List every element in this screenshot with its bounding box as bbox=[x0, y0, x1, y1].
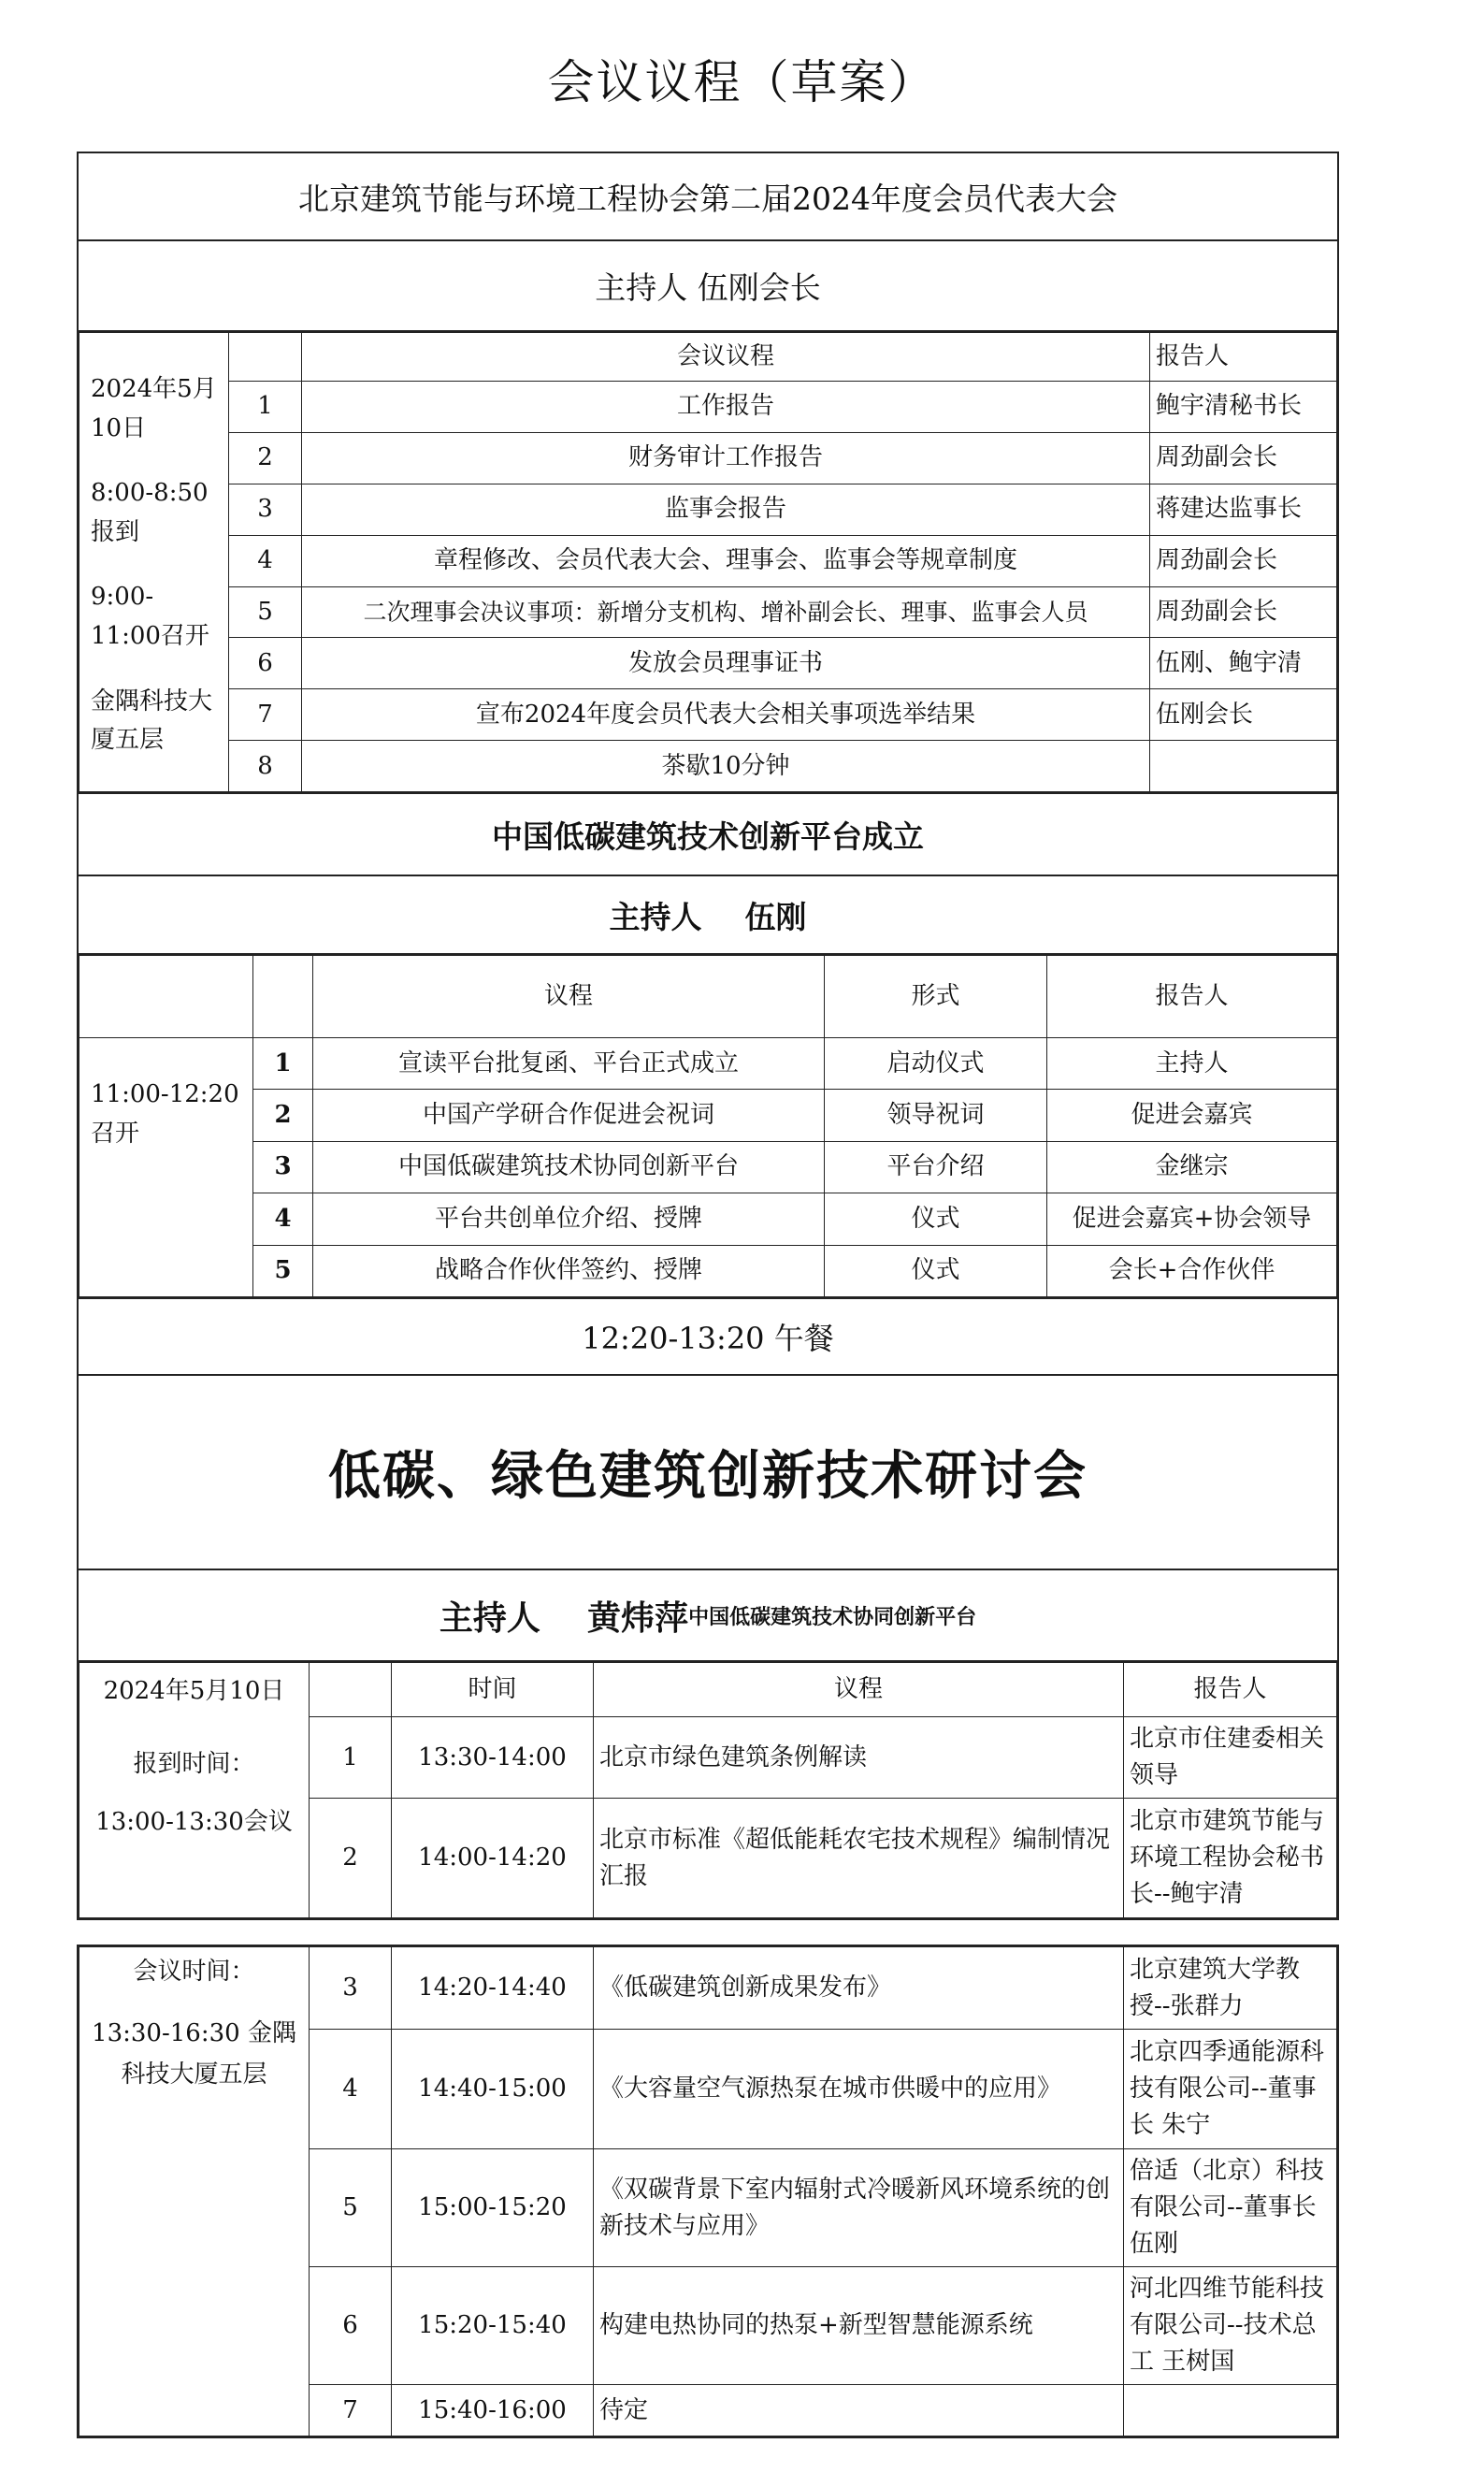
header-blank bbox=[79, 956, 253, 1038]
row-reporter: 北京四季通能源科技有限公司--董事长 朱宁 bbox=[1124, 2030, 1337, 2149]
row-no: 2 bbox=[310, 1799, 392, 1918]
row-no: 5 bbox=[229, 586, 302, 638]
section3-side-a bbox=[79, 1663, 310, 1918]
table-row bbox=[79, 432, 1337, 484]
section2-heading-text: 中国低碳建筑技术创新平台成立 bbox=[492, 817, 924, 855]
row-item: 茶歇10分钟 bbox=[302, 741, 1150, 792]
section3-side-b bbox=[79, 1947, 310, 2436]
row-no: 3 bbox=[253, 1141, 313, 1193]
header-no bbox=[229, 333, 302, 382]
row-item: 北京市标准《超低能耗农宅技术规程》编制情况汇报 bbox=[594, 1799, 1124, 1918]
table-row bbox=[79, 1038, 1337, 1090]
row-no: 8 bbox=[229, 741, 302, 792]
row-time: 15:20-15:40 bbox=[392, 2267, 594, 2385]
row-no: 7 bbox=[310, 2385, 392, 2436]
section1-host-text: 主持人 伍刚会长 bbox=[595, 269, 821, 306]
table-row bbox=[79, 741, 1337, 792]
row-item: 监事会报告 bbox=[302, 484, 1150, 535]
side-venue: 金隅科技大厦五层 bbox=[91, 687, 213, 755]
header-reporter: 报告人 bbox=[1150, 333, 1337, 382]
row-no: 5 bbox=[253, 1245, 313, 1296]
table-row bbox=[79, 689, 1337, 741]
row-no: 4 bbox=[229, 535, 302, 586]
section3-host bbox=[77, 1569, 1339, 1662]
section3-host-org: 中国低碳建筑技术协同创新平台 bbox=[688, 1604, 977, 1629]
section3-heading-text: 低碳、绿色建筑创新技术研讨会 bbox=[328, 1445, 1088, 1507]
row-no: 6 bbox=[229, 638, 302, 689]
row-no: 3 bbox=[229, 484, 302, 535]
row-reporter: 主持人 bbox=[1047, 1038, 1337, 1090]
row-item: 宣读平台批复函、平台正式成立 bbox=[313, 1038, 825, 1090]
row-reporter: 促进会嘉宾+协会领导 bbox=[1047, 1193, 1337, 1245]
header-time: 时间 bbox=[392, 1663, 594, 1717]
row-form: 领导祝词 bbox=[825, 1090, 1047, 1141]
row-item: 《双碳背景下室内辐射式冷暖新风环境系统的创新技术与应用》 bbox=[594, 2149, 1124, 2267]
row-item: 北京市绿色建筑条例解读 bbox=[594, 1717, 1124, 1799]
side-checkin: 8:00-8:50报到 bbox=[91, 479, 209, 546]
header-reporter: 报告人 bbox=[1124, 1663, 1337, 1717]
section3-table-b bbox=[77, 1945, 1339, 2438]
row-reporter: 河北四维节能科技有限公司--技术总工 王树国 bbox=[1124, 2267, 1337, 2385]
row-reporter: 伍刚、鲍宇清 bbox=[1150, 638, 1337, 689]
table-row bbox=[79, 586, 1337, 638]
row-reporter: 促进会嘉宾 bbox=[1047, 1090, 1337, 1141]
lunch-text: 12:20-13:20 午餐 bbox=[582, 1321, 834, 1356]
row-time: 15:00-15:20 bbox=[392, 2149, 594, 2267]
section3-heading bbox=[77, 1374, 1339, 1570]
side-date: 2024年5月10日 bbox=[91, 375, 217, 442]
row-item: 平台共创单位介绍、授牌 bbox=[313, 1193, 825, 1245]
row-item: 待定 bbox=[594, 2385, 1124, 2436]
section2-table bbox=[77, 953, 1339, 1299]
section1-heading bbox=[77, 152, 1339, 241]
section2-host-text: 主持人 伍刚 bbox=[609, 898, 807, 935]
section2-host bbox=[77, 875, 1339, 955]
row-no: 4 bbox=[253, 1193, 313, 1245]
row-reporter: 北京市住建委相关领导 bbox=[1124, 1717, 1337, 1799]
row-item: 二次理事会决议事项：新增分支机构、增补副会长、理事、监事会人员 bbox=[302, 586, 1150, 638]
row-item: 中国低碳建筑技术协同创新平台 bbox=[313, 1141, 825, 1193]
row-reporter: 北京市建筑节能与环境工程协会秘书长--鲍宇清 bbox=[1124, 1799, 1337, 1918]
header-agenda: 议程 bbox=[594, 1663, 1124, 1717]
table-row bbox=[79, 484, 1337, 535]
row-form: 启动仪式 bbox=[825, 1038, 1047, 1090]
row-reporter: 金继宗 bbox=[1047, 1141, 1337, 1193]
row-item: 《大容量空气源热泵在城市供暖中的应用》 bbox=[594, 2030, 1124, 2149]
row-reporter: 会长+合作伙伴 bbox=[1047, 1245, 1337, 1296]
row-item: 战略合作伙伴签约、授牌 bbox=[313, 1245, 825, 1296]
header-no bbox=[310, 1663, 392, 1717]
side-meeting-time: 13:30-16:30 金隅科技大厦五层 bbox=[92, 2018, 296, 2089]
row-no: 6 bbox=[310, 2267, 392, 2385]
section1-heading-text: 北京建筑节能与环境工程协会第二届2024年度会员代表大会 bbox=[298, 180, 1117, 217]
row-item: 章程修改、会员代表大会、理事会、监事会等规章制度 bbox=[302, 535, 1150, 586]
row-time: 13:30-14:00 bbox=[392, 1717, 594, 1799]
row-reporter: 鲍宇清秘书长 bbox=[1150, 382, 1337, 433]
row-time: 14:40-15:00 bbox=[392, 2030, 594, 2149]
header-form: 形式 bbox=[825, 956, 1047, 1038]
row-no: 2 bbox=[253, 1090, 313, 1141]
table-row bbox=[79, 1090, 1337, 1141]
table-row bbox=[79, 1947, 1337, 2030]
row-no: 5 bbox=[310, 2149, 392, 2267]
section3-table-a bbox=[77, 1660, 1339, 1920]
section1-table bbox=[77, 330, 1339, 794]
side-date: 2024年5月10日 bbox=[103, 1677, 285, 1705]
row-no: 7 bbox=[229, 689, 302, 741]
row-reporter: 周劲副会长 bbox=[1150, 535, 1337, 586]
row-form: 仪式 bbox=[825, 1193, 1047, 1245]
row-no: 1 bbox=[310, 1717, 392, 1799]
table-row bbox=[79, 1141, 1337, 1193]
page-title: 会议议程（草案） bbox=[547, 55, 937, 109]
side-checkin-label: 报到时间： bbox=[133, 1749, 255, 1778]
header-reporter: 报告人 bbox=[1047, 956, 1337, 1038]
row-no: 1 bbox=[229, 382, 302, 433]
row-time: 14:20-14:40 bbox=[392, 1947, 594, 2030]
side-meeting-label: 会议时间： bbox=[133, 1958, 255, 1986]
row-item: 中国产学研合作促进会祝词 bbox=[313, 1090, 825, 1141]
header-agenda: 会议议程 bbox=[302, 333, 1150, 382]
row-no: 3 bbox=[310, 1947, 392, 2030]
table-row bbox=[79, 1245, 1337, 1296]
row-item: 工作报告 bbox=[302, 382, 1150, 433]
section2-heading bbox=[77, 792, 1339, 876]
side-checkin-time: 13:00-13:30会议 bbox=[95, 1807, 293, 1836]
lunch-bar bbox=[77, 1297, 1339, 1376]
row-time: 15:40-16:00 bbox=[392, 2385, 594, 2436]
section1-host bbox=[77, 239, 1339, 332]
row-form: 平台介绍 bbox=[825, 1141, 1047, 1193]
section1-side-info bbox=[79, 333, 229, 792]
row-no: 1 bbox=[253, 1038, 313, 1090]
table-row bbox=[79, 1193, 1337, 1245]
row-form: 仪式 bbox=[825, 1245, 1047, 1296]
header-agenda: 议程 bbox=[313, 956, 825, 1038]
side-start: 9:00-11:00召开 bbox=[91, 583, 209, 650]
header-no bbox=[253, 956, 313, 1038]
row-item: 宣布2024年度会员代表大会相关事项选举结果 bbox=[302, 689, 1150, 741]
row-reporter: 周劲副会长 bbox=[1150, 586, 1337, 638]
row-no: 4 bbox=[310, 2030, 392, 2149]
row-reporter bbox=[1150, 741, 1337, 792]
table-row bbox=[79, 638, 1337, 689]
row-no: 2 bbox=[229, 432, 302, 484]
row-reporter: 北京建筑大学教授--张群力 bbox=[1124, 1947, 1337, 2030]
row-item: 发放会员理事证书 bbox=[302, 638, 1150, 689]
row-time: 14:00-14:20 bbox=[392, 1799, 594, 1918]
row-item: 财务审计工作报告 bbox=[302, 432, 1150, 484]
row-item: 《低碳建筑创新成果发布》 bbox=[594, 1947, 1124, 2030]
table-row bbox=[79, 382, 1337, 433]
row-reporter: 蒋建达监事长 bbox=[1150, 484, 1337, 535]
section2-side-time: 11:00-12:20召开 bbox=[79, 1038, 253, 1297]
row-reporter: 倍适（北京）科技有限公司--董事长 伍刚 bbox=[1124, 2149, 1337, 2267]
row-reporter: 周劲副会长 bbox=[1150, 432, 1337, 484]
row-item: 构建电热协同的热泵+新型智慧能源系统 bbox=[594, 2267, 1124, 2385]
table-row bbox=[79, 535, 1337, 586]
row-reporter bbox=[1124, 2385, 1337, 2436]
row-reporter: 伍刚会长 bbox=[1150, 689, 1337, 741]
section3-host-label: 主持人 黄炜萍 bbox=[439, 1598, 689, 1638]
